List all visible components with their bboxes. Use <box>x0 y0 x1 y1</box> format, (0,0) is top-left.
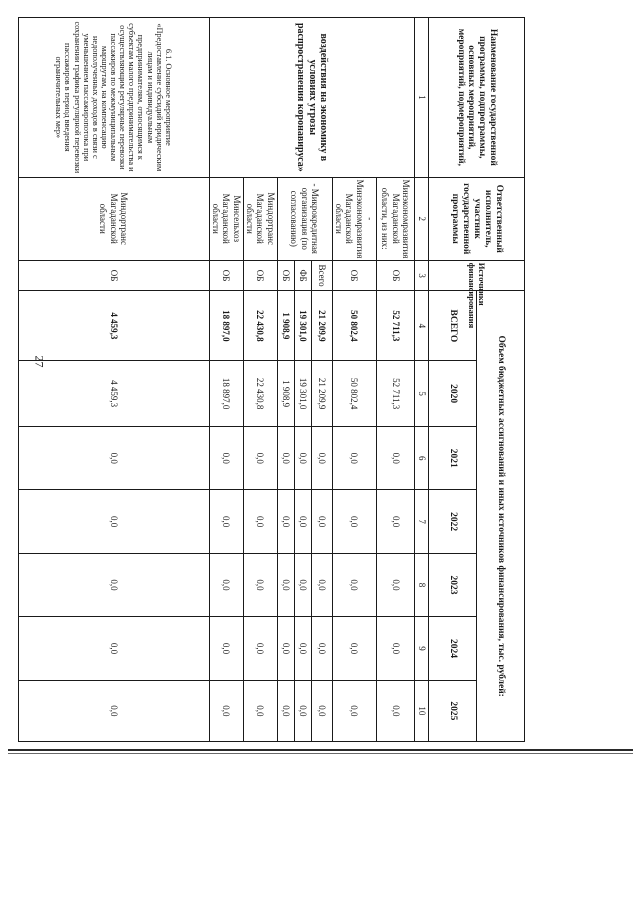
column-number: 5 <box>415 361 429 427</box>
executor-cell: - Микрокредитная организация (по согласованию) <box>277 177 332 260</box>
value-cell: 0,0 <box>332 490 376 553</box>
value-cell: 0,0 <box>294 680 311 741</box>
column-number: 10 <box>415 680 429 741</box>
measure-value: 0,0 <box>18 617 209 680</box>
value-cell: 18 897,0 <box>209 361 243 427</box>
value-cell: 1 908,9 <box>277 361 294 427</box>
value-cell: 0,0 <box>377 490 415 553</box>
column-numbers-row <box>415 18 429 742</box>
header-year: 2024 <box>429 617 477 680</box>
value-cell: 0,0 <box>294 426 311 489</box>
value-cell: 0,0 <box>377 426 415 489</box>
total-cell: 19 301,0 <box>294 291 311 361</box>
column-number: 6 <box>415 426 429 489</box>
total-cell: 18 897,0 <box>209 291 243 361</box>
header-year: 2025 <box>429 680 477 741</box>
value-cell: 0,0 <box>243 426 277 489</box>
source-cell: ОБ <box>277 260 294 291</box>
funding-table <box>18 17 525 742</box>
scan-edge-line <box>8 749 633 751</box>
measure-value: 0,0 <box>18 426 209 489</box>
value-cell: 0,0 <box>294 617 311 680</box>
source-cell: ОБ <box>243 260 277 291</box>
value-cell: 0,0 <box>243 680 277 741</box>
measure-executor: Миндортранс Магаданской области <box>18 177 209 260</box>
value-cell: 50 802,4 <box>332 361 376 427</box>
value-cell: 0,0 <box>243 490 277 553</box>
header-source: Источники финансирования <box>429 260 525 291</box>
value-cell: 0,0 <box>277 553 294 616</box>
total-cell: 1 908,9 <box>277 291 294 361</box>
value-cell: 0,0 <box>377 617 415 680</box>
total-cell: 52 711,3 <box>377 291 415 361</box>
source-cell: ОБ <box>209 260 243 291</box>
source-cell: ФБ <box>294 260 311 291</box>
total-cell: 50 802,4 <box>332 291 376 361</box>
measure-total: 4 459,3 <box>18 291 209 361</box>
value-cell: 0,0 <box>277 680 294 741</box>
executor-cell: Миндортранс Магаданской области <box>243 177 277 260</box>
value-cell: 52 711,3 <box>377 361 415 427</box>
value-cell: 0,0 <box>277 426 294 489</box>
header-executor: Ответственный исполнитель, участник государственной программы <box>429 177 525 260</box>
measure-value: 0,0 <box>18 680 209 741</box>
column-number: 3 <box>415 260 429 291</box>
value-cell: 0,0 <box>332 553 376 616</box>
value-cell: 0,0 <box>243 617 277 680</box>
measure-value: 0,0 <box>18 553 209 616</box>
source-cell: Всего <box>311 260 332 291</box>
header-year: 2022 <box>429 490 477 553</box>
header-year: 2020 <box>429 361 477 427</box>
column-number: 8 <box>415 553 429 616</box>
column-number: 7 <box>415 490 429 553</box>
value-cell: 0,0 <box>332 426 376 489</box>
executor-cell: - Минэкономразвития Магаданской области <box>332 177 376 260</box>
header-year: 2021 <box>429 426 477 489</box>
value-cell: 0,0 <box>311 426 332 489</box>
section-name: воздействия на экономику в условиях угрозы распространения коронавируса» <box>209 18 414 178</box>
value-cell: 19 301,0 <box>294 361 311 427</box>
header-funding-title: Объем бюджетных ассигнований и иных источников финансирования, тыс. рублей: <box>477 291 525 742</box>
header-name: Наименование государственной программы, подпрограммы, основных мероприятий, мероприятий, подмероприятий, <box>429 18 525 178</box>
measure-name: 6.1. Основное мероприятие «Предоставление субсидий юридическим лицам и индивидуальным предпринимателям, относящимся к субъектам малого предпринимательства и осуществляющим регулярные перевозки пассажиров по межмуниципальным маршрутам, на компенсацию недополученных доходов в связи с уменьшением пассажиропотока при сохранении графика регулярной перевозки пассажиров в период введения ограничительных мер» <box>18 18 209 178</box>
value-cell: 0,0 <box>377 553 415 616</box>
value-cell: 0,0 <box>209 617 243 680</box>
header-year: 2023 <box>429 553 477 616</box>
value-cell: 0,0 <box>209 490 243 553</box>
value-cell: 0,0 <box>377 680 415 741</box>
page-number: 27 <box>32 355 47 368</box>
value-cell: 0,0 <box>209 680 243 741</box>
value-cell: 0,0 <box>332 680 376 741</box>
value-cell: 0,0 <box>311 490 332 553</box>
measure-row <box>18 18 209 742</box>
funding-table-rotated <box>40 17 525 742</box>
column-number: 1 <box>415 18 429 178</box>
total-cell: 22 430,8 <box>243 291 277 361</box>
measure-value: 0,0 <box>18 490 209 553</box>
value-cell: 0,0 <box>277 617 294 680</box>
value-cell: 0,0 <box>277 490 294 553</box>
source-cell: ОБ <box>377 260 415 291</box>
source-cell: ОБ <box>332 260 376 291</box>
executor-cell: Минсельхоз Магаданской области <box>209 177 243 260</box>
value-cell: 22 430,8 <box>243 361 277 427</box>
executor-cell: Минэкономразвития Магаданской области, из них: <box>377 177 415 260</box>
measure-value: 4 459,3 <box>18 361 209 427</box>
column-number: 9 <box>415 617 429 680</box>
value-cell: 0,0 <box>209 553 243 616</box>
value-cell: 0,0 <box>209 426 243 489</box>
value-cell: 21 209,9 <box>311 361 332 427</box>
header-total: ВСЕГО <box>429 291 477 361</box>
measure-source: ОБ <box>18 260 209 291</box>
table-row <box>377 18 415 742</box>
column-number: 4 <box>415 291 429 361</box>
value-cell: 0,0 <box>294 490 311 553</box>
column-number: 2 <box>415 177 429 260</box>
value-cell: 0,0 <box>311 553 332 616</box>
value-cell: 0,0 <box>294 553 311 616</box>
value-cell: 0,0 <box>311 617 332 680</box>
value-cell: 0,0 <box>311 680 332 741</box>
value-cell: 0,0 <box>332 617 376 680</box>
value-cell: 0,0 <box>243 553 277 616</box>
total-cell: 21 209,9 <box>311 291 332 361</box>
header-row-top <box>477 18 525 742</box>
scan-edge-line <box>8 753 633 754</box>
